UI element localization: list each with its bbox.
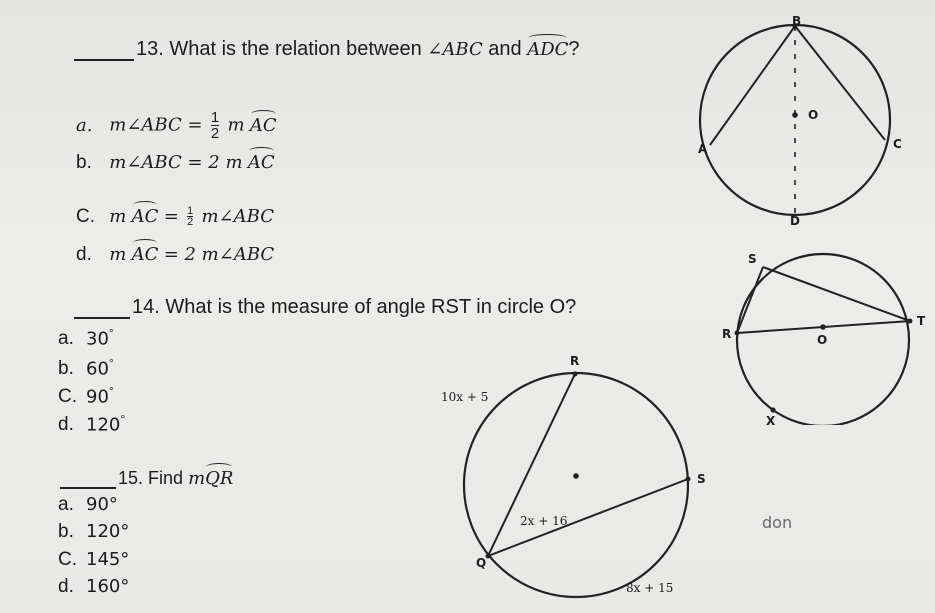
q13-answer-blank[interactable] bbox=[74, 41, 134, 61]
q13-choice-a[interactable] bbox=[76, 110, 277, 141]
choice-text: m bbox=[227, 114, 245, 136]
q13-angle: ∠ABC bbox=[427, 39, 483, 60]
fraction-den: 2 bbox=[210, 125, 220, 142]
choice-letter: b. bbox=[76, 152, 92, 173]
label-s: S bbox=[748, 252, 757, 266]
q15-arc: QR bbox=[205, 468, 234, 489]
point-r bbox=[735, 331, 740, 336]
label-q: Q bbox=[476, 556, 487, 570]
label-x: X bbox=[766, 414, 776, 428]
choice-text: m bbox=[109, 206, 127, 227]
fraction-num: 1 bbox=[187, 205, 194, 218]
fraction bbox=[187, 206, 193, 227]
center-point bbox=[820, 324, 826, 330]
choice-letter: d. bbox=[76, 244, 92, 265]
choice-letter: d. bbox=[58, 414, 74, 436]
label-o: O bbox=[808, 108, 819, 122]
choice-text: m∠ABC bbox=[201, 206, 274, 227]
choice-text: = bbox=[163, 206, 179, 227]
chord-st bbox=[763, 267, 910, 321]
fraction-den: 2 bbox=[187, 216, 194, 229]
label-s: S bbox=[697, 472, 706, 486]
chord-ba bbox=[710, 26, 795, 145]
choice-letter: a. bbox=[58, 494, 74, 515]
center-point bbox=[573, 473, 579, 479]
point-r bbox=[573, 372, 578, 377]
stray-handwriting: don bbox=[762, 513, 793, 532]
choice-value: 60 bbox=[86, 358, 109, 380]
choice-value: 90° bbox=[86, 494, 118, 515]
q13-choice-b[interactable] bbox=[76, 152, 275, 174]
choice-value: 90 bbox=[86, 386, 109, 408]
center-point bbox=[792, 112, 798, 118]
q15-text: 15. Find bbox=[118, 468, 184, 488]
q13-choice-c[interactable] bbox=[76, 206, 274, 228]
choice-letter: b. bbox=[58, 358, 74, 380]
q14-title bbox=[74, 296, 576, 319]
q15-choice-d[interactable] bbox=[58, 576, 129, 598]
chord-sr bbox=[737, 267, 763, 333]
choice-arc: AC bbox=[249, 114, 277, 136]
arc-expression-chord: 2x + 16 bbox=[520, 514, 568, 528]
q14-choice-d[interactable] bbox=[58, 412, 125, 436]
degree-symbol: ° bbox=[108, 326, 114, 340]
choice-text: = 2 m∠ABC bbox=[163, 244, 275, 265]
point-t bbox=[908, 319, 913, 324]
choice-letter: C. bbox=[58, 549, 77, 570]
fraction bbox=[211, 110, 219, 141]
label-t: T bbox=[917, 314, 926, 328]
q15-choice-b[interactable] bbox=[58, 521, 129, 543]
q15-choice-a[interactable] bbox=[58, 494, 118, 516]
q15-title bbox=[60, 468, 233, 489]
arc-expression-top: 10x + 5 bbox=[441, 390, 489, 404]
label-c: C bbox=[893, 137, 902, 151]
point-s bbox=[686, 477, 691, 482]
q13-choice-d[interactable] bbox=[76, 244, 274, 266]
choice-letter: a. bbox=[58, 328, 74, 350]
choice-letter: a. bbox=[76, 114, 93, 136]
q13-title bbox=[74, 38, 580, 61]
q14-choice-b[interactable] bbox=[58, 356, 114, 380]
point-x bbox=[770, 407, 775, 412]
q15-m: m bbox=[188, 468, 206, 489]
degree-symbol: ° bbox=[108, 356, 114, 370]
choice-value: 160° bbox=[86, 576, 130, 597]
choice-arc: AC bbox=[247, 152, 275, 173]
choice-value: 120 bbox=[86, 414, 121, 436]
q13-qmark: ? bbox=[568, 38, 580, 60]
choice-letter: C. bbox=[76, 206, 95, 227]
choice-letter: C. bbox=[58, 386, 77, 408]
label-o: O bbox=[817, 333, 828, 347]
degree-symbol: ° bbox=[120, 412, 126, 426]
q14-choice-c[interactable] bbox=[58, 384, 114, 408]
choice-letter: b. bbox=[58, 521, 74, 542]
arc-expression-bottom: 8x + 15 bbox=[626, 581, 674, 595]
choice-arc: AC bbox=[131, 206, 159, 227]
q14-choice-a[interactable] bbox=[58, 326, 114, 350]
choice-value: 145° bbox=[86, 549, 130, 570]
choice-letter: d. bbox=[58, 576, 74, 597]
q13-circle-diagram bbox=[690, 10, 920, 240]
label-r: R bbox=[722, 327, 732, 341]
q13-and: and bbox=[488, 38, 522, 60]
choice-value: 120° bbox=[86, 521, 130, 542]
degree-symbol: ° bbox=[108, 384, 114, 398]
label-r: R bbox=[570, 354, 580, 368]
q14-text: 14. What is the measure of angle RST in circle O? bbox=[132, 296, 577, 318]
q14-answer-blank[interactable] bbox=[74, 299, 130, 319]
choice-text: m∠ABC = 2 m bbox=[109, 152, 243, 173]
label-b: B bbox=[792, 14, 802, 28]
chord-bc bbox=[795, 26, 885, 140]
point-q bbox=[486, 554, 491, 559]
q13-text: 13. What is the relation between bbox=[136, 38, 422, 60]
choice-value: 30 bbox=[86, 328, 109, 350]
q13-arc: ADC bbox=[527, 39, 569, 60]
chord-qs bbox=[488, 479, 688, 556]
label-d: D bbox=[790, 214, 800, 228]
q15-answer-blank[interactable] bbox=[60, 469, 116, 489]
choice-text: m bbox=[109, 244, 127, 265]
choice-text: m∠ABC = bbox=[109, 114, 203, 136]
circle bbox=[464, 373, 688, 597]
fraction-num: 1 bbox=[210, 109, 220, 126]
choice-arc: AC bbox=[131, 244, 159, 265]
label-a: A bbox=[698, 142, 708, 156]
q15-choice-c[interactable] bbox=[58, 549, 129, 571]
